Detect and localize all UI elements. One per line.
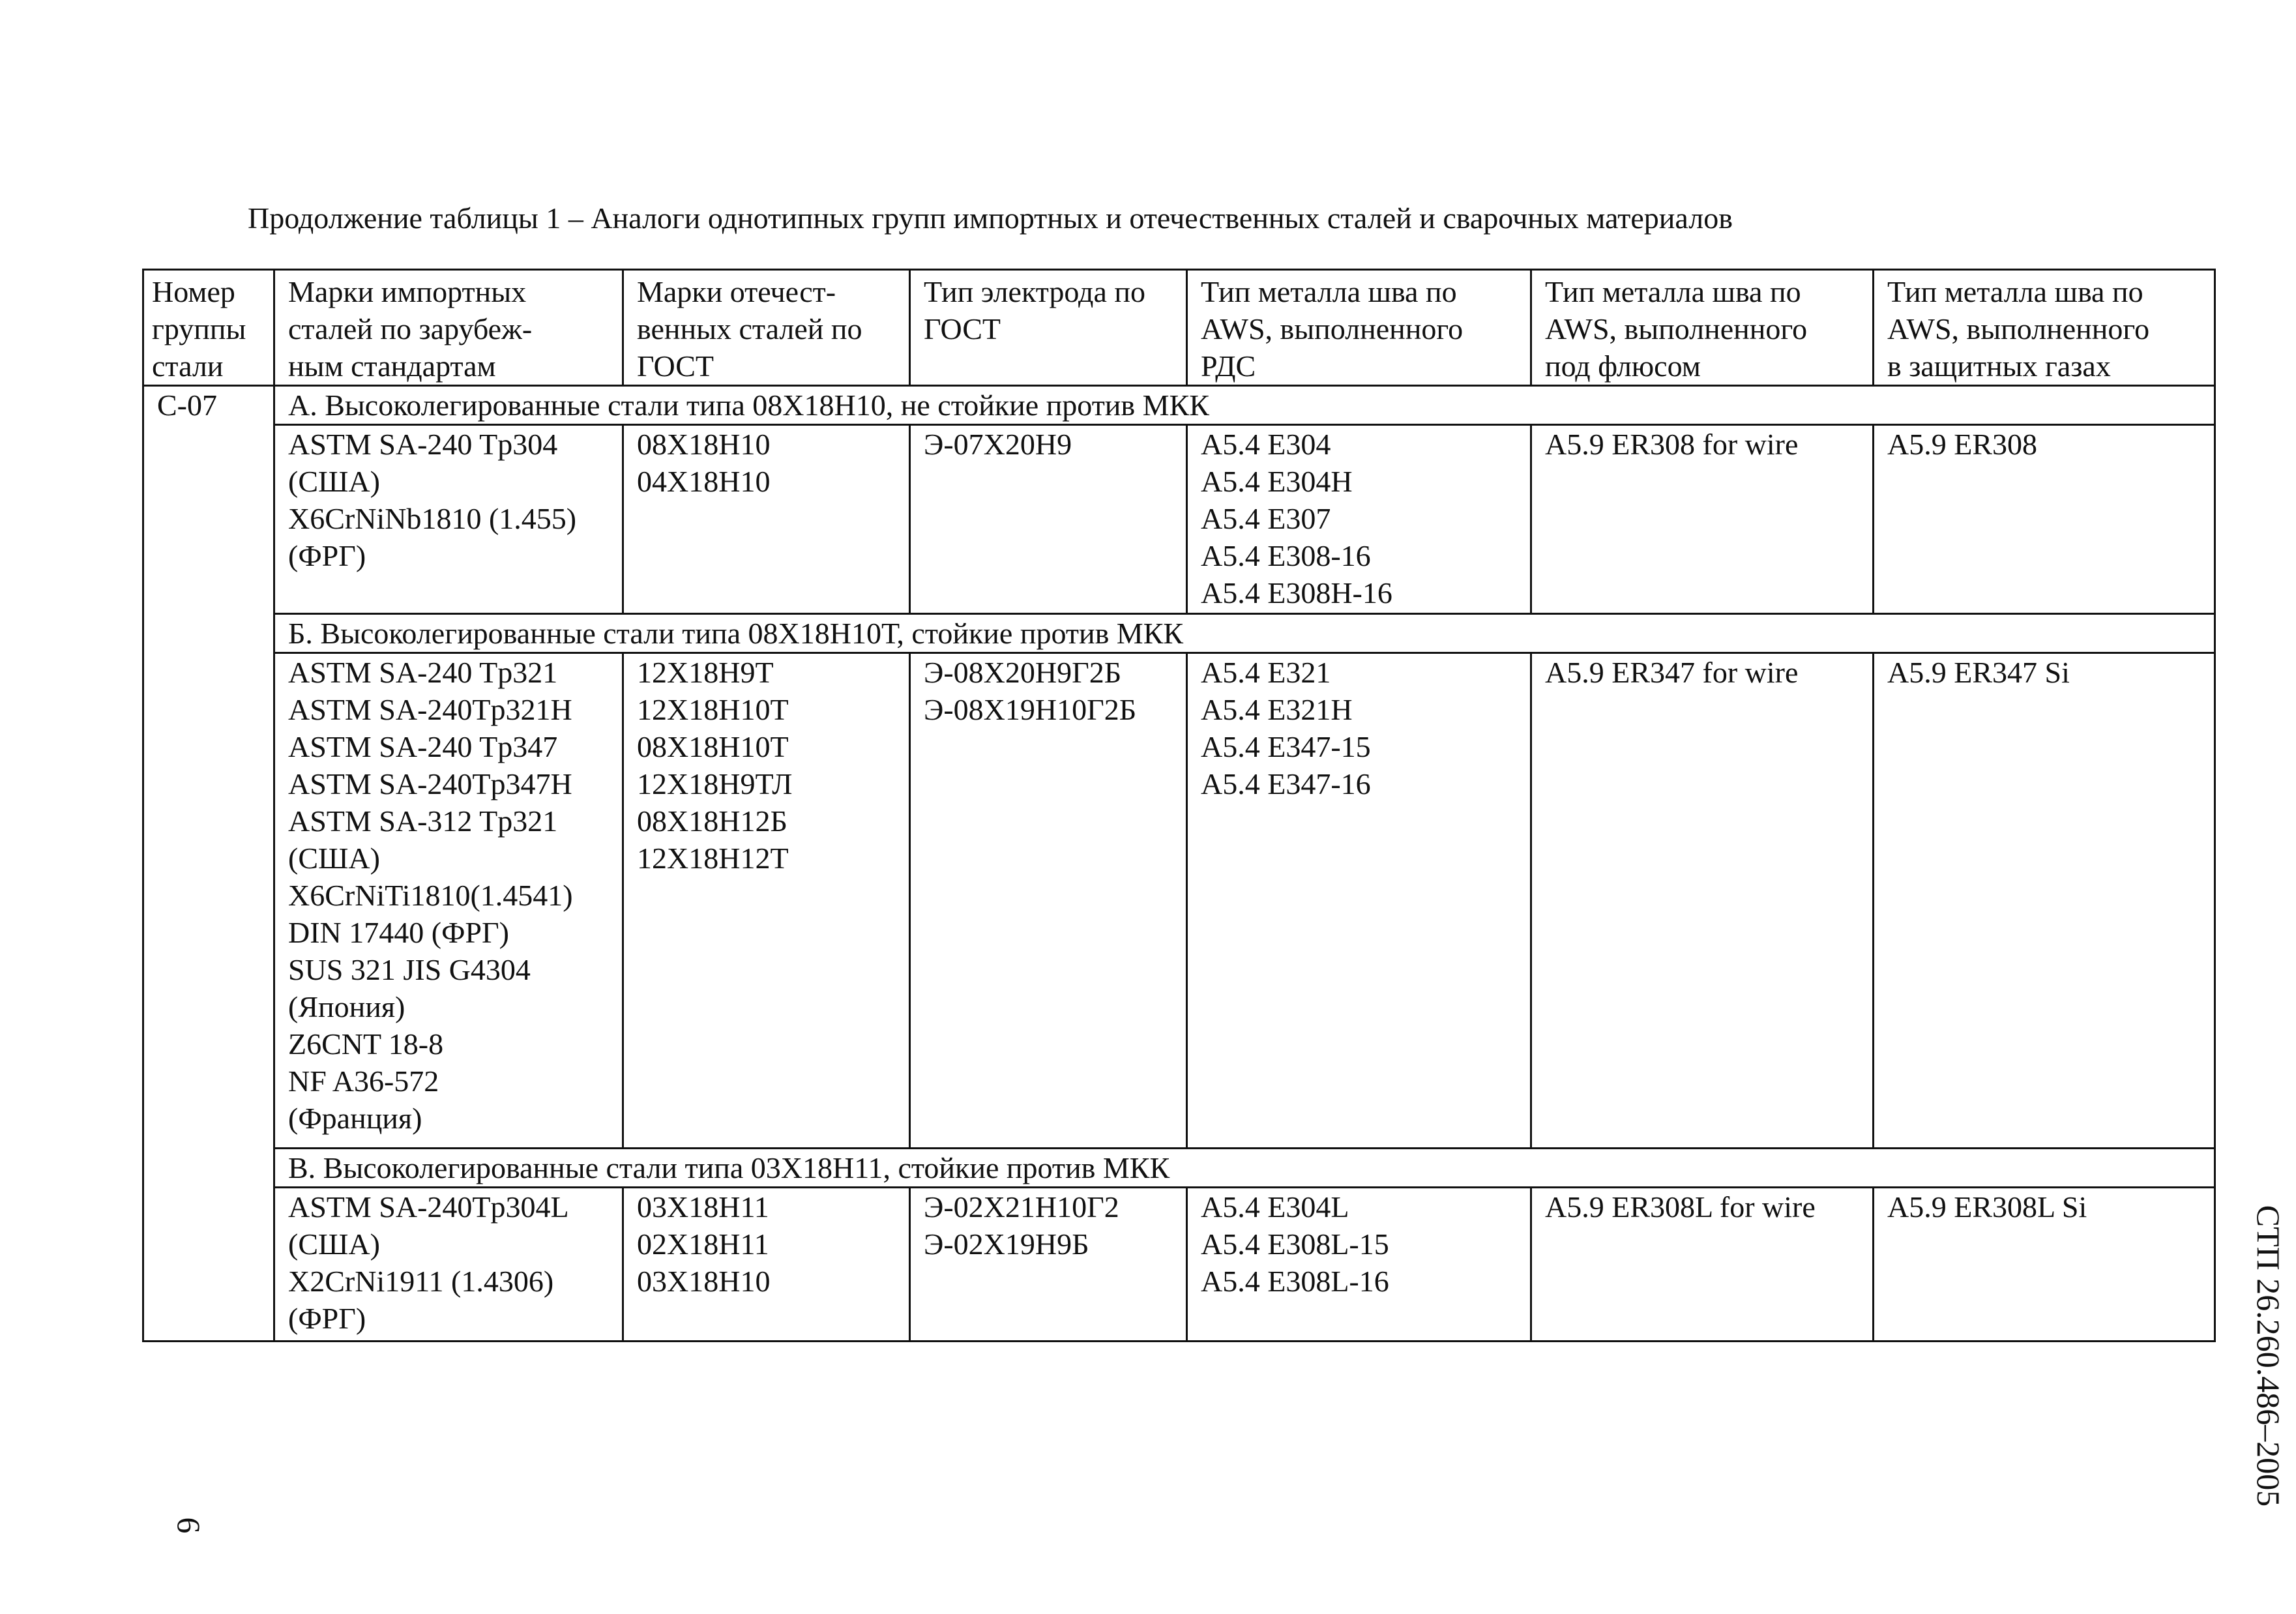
cell-line: под флюсом: [1545, 349, 1701, 383]
cell-line: Э-08Х20Н9Г2Б: [924, 656, 1122, 689]
cell-line: ГОСТ: [637, 349, 714, 383]
cell-line: (Франция): [288, 1102, 422, 1135]
data-row-b: [143, 653, 2215, 1149]
cell-line: ASTM SA-240 Tp347: [288, 730, 558, 763]
data-row-c: [143, 1188, 2215, 1342]
cell-line: NF A36-572: [288, 1064, 439, 1098]
cell-line: 12Х18Н12Т: [637, 842, 789, 875]
electrode-b: [910, 653, 1187, 1149]
domestic-grades-c: [623, 1188, 910, 1342]
aws-flux-a: [1531, 425, 1874, 614]
cell-line: 12Х18Н10Т: [637, 693, 789, 726]
cell-line: Номер: [152, 275, 235, 308]
cell-line: (ФРГ): [288, 539, 366, 572]
section-title-a: А. Высоколегированные стали типа 08Х18Н10, не стойкие против МКК: [274, 386, 2215, 425]
cell-line: A5.4 E308-16: [1201, 539, 1371, 572]
cell-line: ASTM SA-240Tp347H: [288, 767, 572, 800]
imported-grades-b: [274, 653, 623, 1149]
cell-line: ASTM SA-312 Tp321: [288, 804, 558, 838]
cell-line: A5.9 ER308L for wire: [1545, 1190, 1816, 1224]
cell-line: A5.4 E308L-15: [1201, 1227, 1389, 1261]
aws-flux-c: [1531, 1188, 1874, 1342]
cell-line: Марки импортных: [288, 275, 527, 308]
cell-line: Э-02Х21Н10Г2: [924, 1190, 1119, 1224]
cell-line: ASTM SA-240Tp321H: [288, 693, 572, 726]
cell-line: A5.4 E321: [1201, 656, 1331, 689]
electrode-a: [910, 425, 1187, 614]
section-row-c: [143, 1149, 2215, 1188]
cell-line: Тип электрода по: [924, 275, 1145, 308]
imported-grades-c: [274, 1188, 623, 1342]
cell-line: AWS, выполненного: [1545, 312, 1808, 345]
header-aws-flux: [1531, 270, 1874, 386]
cell-line: ASTM SA-240Tp304L: [288, 1190, 569, 1224]
aws-rds-a: [1187, 425, 1531, 614]
cell-line: DIN 17440 (ФРГ): [288, 916, 509, 949]
cell-line: A5.4 E304H: [1201, 465, 1353, 498]
cell-line: ным стандартам: [288, 349, 496, 383]
cell-line: (США): [288, 465, 380, 498]
page-number: 6: [171, 1517, 207, 1534]
cell-line: A5.4 E321H: [1201, 693, 1353, 726]
cell-line: A5.9 ER347 for wire: [1545, 656, 1799, 689]
cell-line: Тип металла шва по: [1887, 275, 2143, 308]
cell-line: 12Х18Н9ТЛ: [637, 767, 793, 800]
cell-line: Тип металла шва по: [1201, 275, 1457, 308]
aws-gas-b: [1874, 653, 2215, 1149]
cell-line: A5.4 E308L-16: [1201, 1265, 1389, 1298]
domestic-grades-a: [623, 425, 910, 614]
aws-rds-b: [1187, 653, 1531, 1149]
cell-line: Э-07Х20Н9: [924, 428, 1072, 461]
cell-line: A5.4 E307: [1201, 502, 1331, 535]
cell-line: 08Х18Н10: [637, 428, 771, 461]
document-code-label: СТП 26.260.486–2005: [2250, 1205, 2287, 1507]
cell-line: в защитных газах: [1887, 349, 2111, 383]
cell-line: A5.9 ER308: [1887, 428, 2037, 461]
domestic-grades-b: [623, 653, 910, 1149]
cell-line: A5.4 E308H-16: [1201, 576, 1392, 609]
aws-gas-a: [1874, 425, 2215, 614]
cell-line: группы: [152, 312, 246, 345]
header-group-number: [143, 270, 274, 386]
cell-line: A5.4 E347-16: [1201, 767, 1371, 800]
aws-gas-c: [1874, 1188, 2215, 1342]
cell-line: A5.9 ER347 Si: [1887, 656, 2070, 689]
electrode-c: [910, 1188, 1187, 1342]
steel-analogs-table: [142, 269, 2216, 1342]
table-caption: Продолжение таблицы 1 – Аналоги однотипных групп импортных и отечественных сталей и сварочных материалов: [248, 201, 1733, 235]
cell-line: ASTM SA-240 Tp304: [288, 428, 558, 461]
header-imported-grades: [274, 270, 623, 386]
cell-line: венных сталей по: [637, 312, 862, 345]
cell-line: (США): [288, 842, 380, 875]
section-row-b: [143, 614, 2215, 653]
cell-line: сталей по зарубеж-: [288, 312, 533, 345]
cell-line: 02Х18Н11: [637, 1227, 769, 1261]
cell-line: SUS 321 JIS G4304: [288, 953, 531, 986]
cell-line: Марки отечест-: [637, 275, 836, 308]
cell-line: 08Х18Н10Т: [637, 730, 789, 763]
header-domestic-grades: [623, 270, 910, 386]
cell-line: A5.9 ER308L Si: [1887, 1190, 2087, 1224]
section-title-b: Б. Высоколегированные стали типа 08Х18Н10Т, стойкие против МКК: [274, 614, 2215, 653]
cell-line: Э-02Х19Н9Б: [924, 1227, 1089, 1261]
header-row: [143, 270, 2215, 386]
aws-rds-c: [1187, 1188, 1531, 1342]
cell-line: AWS, выполненного: [1887, 312, 2150, 345]
header-aws-rds: [1187, 270, 1531, 386]
header-electrode-type: [910, 270, 1187, 386]
cell-line: X6CrNiNb1810 (1.455): [288, 502, 577, 535]
cell-line: стали: [152, 349, 224, 383]
cell-line: Э-08Х19Н10Г2Б: [924, 693, 1137, 726]
cell-line: 04Х18Н10: [637, 465, 771, 498]
cell-line: 03Х18Н11: [637, 1190, 769, 1224]
cell-line: РДС: [1201, 349, 1256, 383]
section-title-c: В. Высоколегированные стали типа 03Х18Н11, стойкие против МКК: [274, 1149, 2215, 1188]
cell-line: (ФРГ): [288, 1302, 366, 1335]
cell-line: (Япония): [288, 990, 405, 1023]
cell-line: 03Х18Н10: [637, 1265, 771, 1298]
cell-line: 08Х18Н12Б: [637, 804, 787, 838]
cell-line: X6CrNiTi1810(1.4541): [288, 879, 573, 912]
imported-grades-a: [274, 425, 623, 614]
group-number-cell: С-07: [143, 386, 274, 1342]
cell-line: A5.4 E304L: [1201, 1190, 1349, 1224]
cell-line: ASTM SA-240 Tp321: [288, 656, 558, 689]
cell-line: AWS, выполненного: [1201, 312, 1464, 345]
cell-line: X2CrNi1911 (1.4306): [288, 1265, 554, 1298]
aws-flux-b: [1531, 653, 1874, 1149]
cell-line: Z6CNT 18-8: [288, 1027, 444, 1061]
section-row-a: [143, 386, 2215, 425]
header-aws-gas: [1874, 270, 2215, 386]
cell-line: A5.9 ER308 for wire: [1545, 428, 1799, 461]
cell-line: A5.4 E347-15: [1201, 730, 1371, 763]
data-row-a: [143, 425, 2215, 614]
cell-line: ГОСТ: [924, 312, 1001, 345]
cell-line: 12Х18Н9Т: [637, 656, 774, 689]
cell-line: (США): [288, 1227, 380, 1261]
cell-line: A5.4 E304: [1201, 428, 1331, 461]
cell-line: Тип металла шва по: [1545, 275, 1801, 308]
